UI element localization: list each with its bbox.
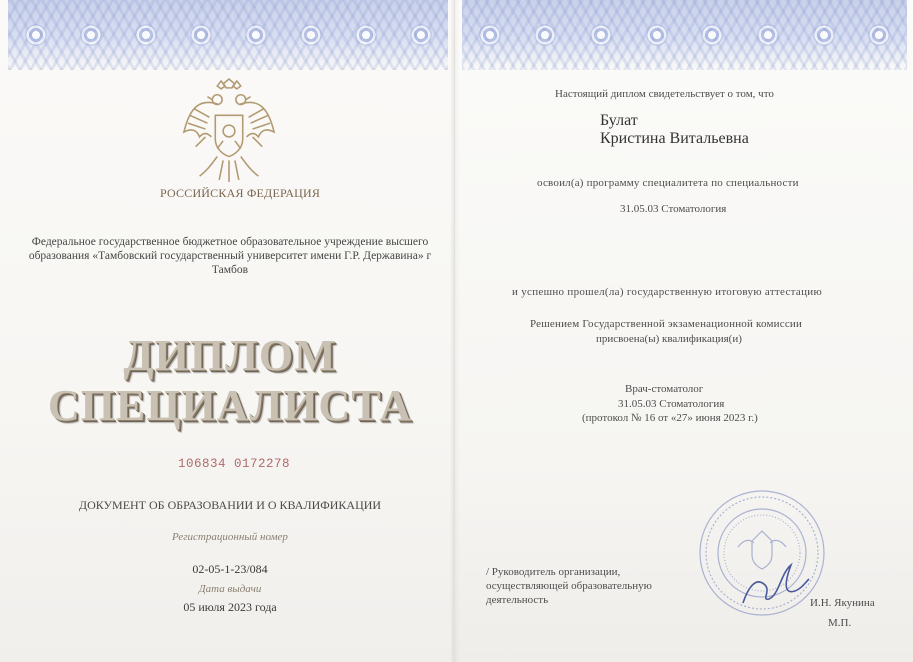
guilloche-rosettes-right — [462, 24, 907, 54]
serial-number: 106834 0172278 — [178, 457, 291, 471]
guilloche-rosettes-left — [8, 24, 448, 54]
specialty: 31.05.03 Стоматология — [620, 203, 727, 215]
reg-number: 02-05-1-23/084 — [192, 562, 268, 576]
qualification-specialty: 31.05.03 Стоматология — [618, 398, 725, 410]
head-of-organization-name: И.Н. Якунина — [810, 597, 875, 609]
issue-date: 05 июля 2023 года — [183, 600, 277, 614]
document-type: ДОКУМЕНТ ОБ ОБРАЗОВАНИИ И О КВАЛИФИКАЦИИ — [78, 498, 382, 512]
holder-surname: Булат — [600, 112, 638, 129]
holder-given-names: Кристина Витальевна — [600, 130, 749, 147]
russian-coat-of-arms-icon — [180, 78, 278, 186]
head-of-organization-title: / Руководитель организации, осуществляющей образовательную деятельность — [486, 566, 652, 606]
intro-text: Настоящий диплом свидетельствует о том, что — [555, 88, 774, 100]
issue-date-label: Дата выдачи — [198, 583, 262, 595]
institution-name: Федеральное государственное бюджетное образовательное учреждение высшего образования «Тамбовский государственный университет имени Г.Р. Державина» г Тамбов — [28, 236, 432, 276]
signature-icon — [735, 555, 815, 610]
page-fold — [450, 0, 460, 662]
seal-place-label: М.П. — [828, 617, 852, 629]
reg-number-label: Регистрационный номер — [172, 531, 288, 543]
diploma-title-line1: ДИПЛОМ — [123, 331, 337, 380]
country-name: РОССИЙСКАЯ ФЕДЕРАЦИЯ — [160, 186, 321, 200]
commission-decision-line1: Решением Государственной экзаменационной комиссии — [530, 318, 803, 330]
mastered-program-text: освоил(а) программу специалитета по специальности — [537, 177, 799, 189]
diploma-title-line2: СПЕЦИАЛИСТА — [47, 381, 413, 430]
attestation-text: и успешно прошел(ла) государственную итоговую аттестацию — [512, 286, 822, 298]
qualification: Врач-стоматолог — [625, 383, 704, 395]
commission-decision-line2: присвоена(ы) квалификация(и) — [596, 333, 742, 345]
protocol-reference: (протокол № 16 от «27» июня 2023 г.) — [582, 412, 758, 424]
